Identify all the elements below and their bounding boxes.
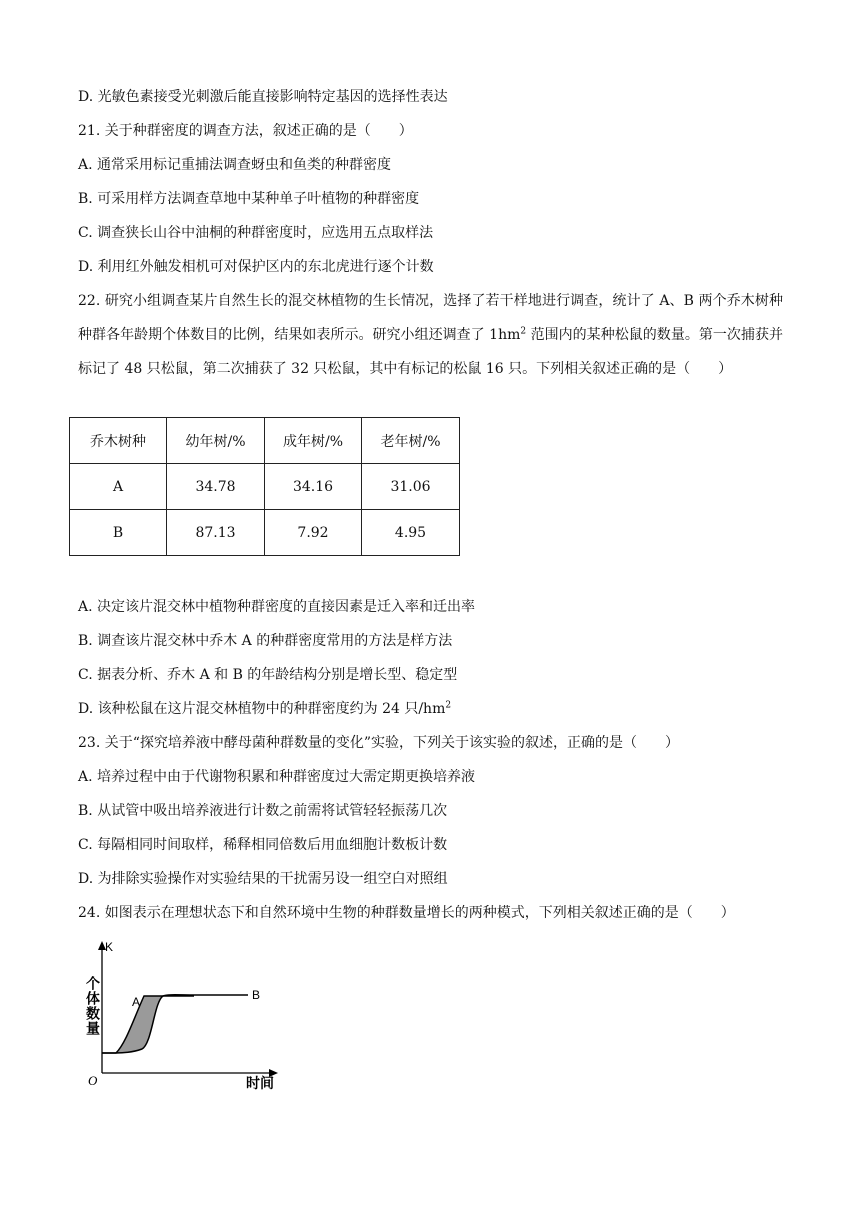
q24-stem: 24. 如图表示在理想状态下和自然环境中生物的种群数量增长的两种模式，下列相关叙述正确的是（ ） [78, 905, 735, 921]
q22-stem-part2: 范围内的某种松鼠的数量。第一次捕获并标记了 48 只松鼠，第二次捕获了 32 只松鼠，其中有标记的松鼠 16 只。下列相关叙述正确的是（ ） [78, 327, 783, 377]
table-cell: A [70, 464, 167, 510]
q22-option-b: B. 调查该片混交林中乔木 A 的种群密度常用的方法是样方法 [78, 633, 453, 649]
curve-a-label: A [132, 995, 141, 1009]
table-cell: 7.92 [265, 510, 362, 556]
population-growth-figure [84, 936, 284, 1092]
q21-option-a: A. 通常采用标记重捕法调查蚜虫和鱼类的种群密度 [78, 157, 392, 173]
q22-option-d-superscript: 2 [445, 700, 452, 711]
k-label: K [105, 940, 114, 954]
q22-stem [78, 284, 783, 386]
q22-stem-superscript: 2 [520, 326, 527, 337]
curve-b-label: B [252, 988, 261, 1002]
q22-option-d [78, 699, 451, 719]
table-cell: 31.06 [362, 464, 460, 510]
environmental-resistance-shaded-area [116, 995, 194, 1053]
q23-option-c: C. 每隔相同时间取样，稀释相同倍数后用血细胞计数板计数 [78, 837, 448, 853]
q22-option-c: C. 据表分析、乔木 A 和 B 的年龄结构分别是增长型、稳定型 [78, 667, 458, 683]
table-header-cell: 幼年树/% [167, 418, 265, 464]
table-header-cell: 乔木树种 [70, 418, 167, 464]
table-cell: 34.78 [167, 464, 265, 510]
q23-option-d: D. 为排除实验操作对实验结果的干扰需另设一组空白对照组 [78, 871, 448, 887]
table-header-cell: 成年树/% [265, 418, 362, 464]
q21-option-b: B. 可采用样方法调查草地中某种单子叶植物的种群密度 [78, 191, 420, 207]
y-axis-label: 个体数量 [84, 976, 100, 1036]
q22-option-d-text: D. 该种松鼠在这片混交林植物中的种群密度约为 24 只/hm [78, 701, 446, 717]
table-cell: B [70, 510, 167, 556]
age-structure-table [69, 417, 460, 556]
table-row [70, 464, 460, 510]
q20-option-d: D. 光敏色素接受光刺激后能直接影响特定基因的选择性表达 [78, 89, 448, 105]
q23-option-b: B. 从试管中吸出培养液进行计数之前需将试管轻轻振荡几次 [78, 803, 448, 819]
table-cell: 87.13 [167, 510, 265, 556]
q23-stem: 23. 关于“探究培养液中酵母菌种群数量的变化”实验，下列关于该实验的叙述，正确的是（ ） [78, 735, 680, 751]
q21-stem: 21. 关于种群密度的调查方法，叙述正确的是（ ） [78, 123, 413, 139]
table-cell: 4.95 [362, 510, 460, 556]
q22-stem-part1: 22. 研究小组调查某片自然生长的混交林植物的生长情况，选择了若干样地进行调查，统计了 A、B 两个乔木树种种群各年龄期个体数目的比例，结果如表所示。研究小组还调查了 1hm [78, 293, 783, 343]
q23-option-a: A. 培养过程中由于代谢物积累和种群密度过大需定期更换培养液 [78, 769, 476, 785]
table-header-row [70, 418, 460, 464]
table-cell: 34.16 [265, 464, 362, 510]
q21-option-d: D. 利用红外触发相机可对保护区内的东北虎进行逐个计数 [78, 259, 434, 275]
table-header-cell: 老年树/% [362, 418, 460, 464]
q22-option-a: A. 决定该片混交林中植物种群密度的直接因素是迁入率和迁出率 [78, 599, 476, 615]
origin-label: O [88, 1073, 98, 1088]
x-axis-label: 时间 [246, 1076, 274, 1092]
q21-option-c: C. 调查狭长山谷中油桐的种群密度时，应选用五点取样法 [78, 225, 434, 241]
table-row [70, 510, 460, 556]
